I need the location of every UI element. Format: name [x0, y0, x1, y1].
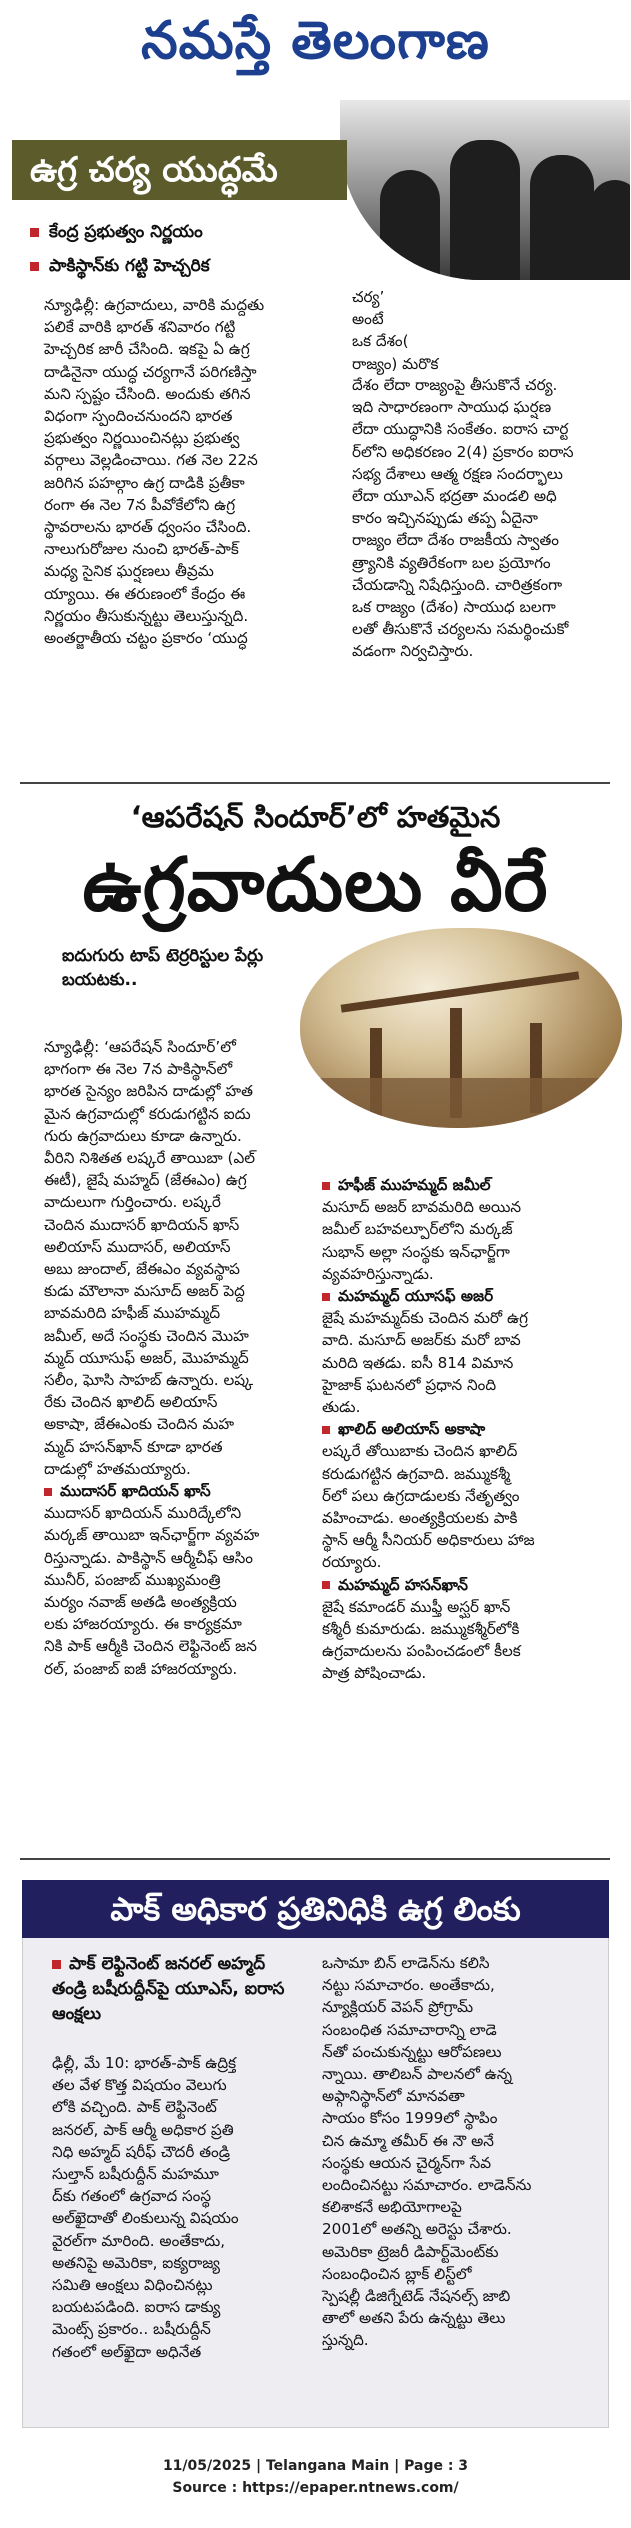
section-divider: [20, 1858, 610, 1860]
story3-headline: పాక్ అధికార ప్రతినిధికి ఉగ్ర లింకు: [22, 1880, 609, 1938]
bullet-square-icon: [52, 1960, 61, 1969]
bullet-square-icon: [322, 1581, 330, 1589]
story1-subhead-2: పాకిస్థాన్‌కు గట్టి హెచ్చరిక: [30, 256, 210, 280]
bullet-hafeez: హఫీజ్ ముహమ్మద్ జమీల్: [322, 1174, 618, 1196]
masthead-title: నమస్తే తెలంగాణ: [141, 10, 490, 71]
footer-source: Source : https://epaper.ntnews.com/: [172, 2480, 459, 2496]
bullet-hasan-khan: మహమ్మద్ హసన్‌ఖాన్: [322, 1574, 618, 1596]
destroyed-building-photo: [300, 928, 622, 1128]
story1-banner: ఉగ్ర చర్య యుద్ధమే: [12, 140, 347, 200]
story2-column-left: న్యూఢిల్లీ: ‘ఆపరేషన్ సిందూర్’లో భాగంగా ఈ నెల 7న పాకిస్థాన్‌లో భారత సైన్యం జరిపిన దాడుల్లో హత మైన ఉగ్రవాదుల్లో కరుడుగట్టిన ఐదు గురు ఉగ్రవాదులు కూడా ఉన్నారు. వీరిని నిశితత లష్కరే తాయిబా (ఎల్ ఈటీ), జైషే మహ్మద్ (జేఈఎం) ఉగ్ర వాదులుగా గుర్తించారు. లష్కరే చెందిన ముదాసర్ ఖాదియన్ ఖాస్ అలియాస్ ముదాసర్, అలియాస్ అబు జుందాల్, జేఈఎం వ్యవస్థాప కుడు మౌలానా మసూద్ అజర్ పెద్ద బావమరిది హఫీజ్ ముహమ్మద్ జమీల్, అదే సంస్థకు చెందిన మొహ మ్మద్ యూసుఫ్ అజర్, మొహమ్మద్ సలీం, ఘోసి సాహబ్ ఉన్నారు. లష్క రేకు చెందిన ఖాలిద్ అలియాస్ అకాషా, జేఈఎంకు చెందిన మహ మ్మద్ హసన్‌ఖాన్ కూడా భారత దాడుల్లో హతమయ్యారు. ముదాసర్ ఖాదియన్ ఖాస్ ముదాసర్ ఖాదియన్ మురిద్కేలోని మర్కజ్ తాయిబా ఇన్‌ఛార్జ్‌గా వ్యవహ రిస్తున్నాడు. పాకిస్థాన్ ఆర్మీచీఫ్ ఆసిం మునీర్, పంజాబ్ ముఖ్యమంత్రి మర్యం నవాజ్ అతడి అంత్యక్రియ లకు హాజరయ్యారు. ఈ కార్యక్రమా నికి పాక్ ఆర్మీకి చెందిన లెఫ్టినెంట్ జన రల్, పంజాబ్ ఐజీ హాజరయ్యారు.: [44, 1036, 298, 1680]
bullet-square-icon: [322, 1426, 330, 1434]
story2-headline-main: ఉగ్రవాదులు వీరే: [82, 842, 549, 928]
story3-subhead: పాక్ లెఫ్టినెంట్ జనరల్ అహ్మద్ తండ్రి బషీరుద్దీన్‌పై యూఎస్, ఐరాస ఆంక్షలు: [52, 1954, 285, 2024]
bullet-khalid: ఖాలిద్ అలియాస్ అకాషా: [322, 1418, 618, 1440]
bullet-square-icon: [322, 1293, 330, 1301]
bullet-square-icon: [322, 1182, 330, 1190]
story1-column-right: దేశం లేదా రాజ్యంపై తీసుకొనే చర్య. ఇది సాధారణంగా సాయుధ ఘర్షణ లేదా యుద్ధానికి సంకేతం. ఐరాస చార్ట ర్‌లోని అధికరణం 2(4) ప్రకారం ఐరాస సభ్య దేశాలు ఆత్మ రక్షణ సందర్భాలు లేదా యూఎన్ భద్రతా మండలి అధి కారం ఇచ్చినప్పుడు తప్ప ఏదైనా రాజ్యం లేదా దేశం రాజకీయ స్వాతం త్ర్యానికి వ్యతిరేకంగా బల ప్రయోగం చేయడాన్ని నిషేధిస్తుంది. చారిత్రకంగా ఒక రాజ్యం (దేశం) సాయుధ బలగా లతో తీసుకొనే చర్యలను సమర్థించుకో వడంగా నిర్వచిస్తారు.: [352, 376, 574, 661]
bullet-square-icon: [30, 262, 39, 271]
story1-column-right-top: చర్య’ అంటే ఒక దేశం( రాజ్యం) మరొక: [352, 288, 439, 373]
bullet-mudasar: ముదాసర్ ఖాదియన్ ఖాస్: [44, 1480, 298, 1502]
story1-subhead-1: కేంద్ర ప్రభుత్వం నిర్ణయం: [30, 222, 203, 246]
story3-column-right: ఒసామా బిన్ లాడెన్‌ను కలిసి నట్టు సమాచారం. అంతేకాదు, న్యూక్లియర్ వెపన్ ప్రోగ్రామ్ సంబంధిత సమాచారాన్ని లాడె న్‌తో పంచుకున్నట్టు ఆరోపణలు న్నాయి. తాలిబన్ పాలనలో ఉన్న అఫ్గానిస్థాన్‌లో మానవతా సాయం కోసం 1999లో స్థాపిం చిన ఉమ్మా తమీర్ ఈ నౌ అనే సంస్థకు ఆయన చైర్మన్‌గా సేవ లందించినట్టు సమాచారం. లాడెన్‌ను కలిశాకనే అభియోగాలపై 2001లో అతన్ని అరెస్టు చేశారు. అమెరికా ట్రెజరీ డిపార్ట్‌మెంట్‌కు సంబంధించిన బ్లాక్ లిస్ట్‌లో స్పెషల్లీ డిజిగ్నేటెడ్ నేషనల్స్ జాబి తాలో అతని పేరు ఉన్నట్టు తెలు స్తున్నది.: [322, 1954, 532, 2350]
story3-column-left: ఢిల్లీ, మే 10: భారత్-పాక్ ఉద్రిక్త తల వేళ కొత్త విషయం వెలుగు లోకి వచ్చింది. పాక్ లెఫ్టినెంట్ జనరల్, పాక్ ఆర్మీ అధికార ప్రతి నిధి అహ్మద్ షరీఫ్ చౌదరీ తండ్రి సుల్తాన్ బషీరుద్దీన్ మహమూ ద్‌కు గతంలో ఉగ్రవాద సంస్థ అల్‌ఖైదాతో లింకులున్న విషయం వైరల్‌గా మారింది. అంతేకాదు, అతనిపై అమెరికా, ఐక్యరాజ్య సమితి ఆంక్షలు విధించినట్లు బయటపడింది. ఐరాస డాక్యు మెంట్స్ ప్రకారం.. బషీరుద్దీన్ గతంలో అల్‌ఖైదా అధినేత: [52, 2054, 239, 2361]
footer-edition: 11/05/2025 | Telangana Main | Page : 3: [162, 2458, 469, 2474]
story2-headline-top: ‘ఆపరేషన్ సిందూర్’లో హతమైన: [130, 800, 501, 834]
story1-column-left: న్యూఢిల్లీ: ఉగ్రవాదులు, వారికి మద్దతు పలికే వారికి భారత్ శనివారం గట్టి హెచ్చరిక జారీ చేసింది. ఇకపై ఏ ఉగ్ర దాడినైనా యుద్ధ చర్యగానే పరిగణిస్తా మని స్పష్టం చేసింది. అందుకు తగిన విధంగా స్పందించనుందని భారత ప్రభుత్వం నిర్ణయించినట్లు ప్రభుత్వ వర్గాలు వెల్లడించాయి. గత నెల 22న జరిగిన పహల్గాం ఉగ్ర దాడికి ప్రతీకా రంగా ఈ నెల 7న పీవోకేలోని ఉగ్ర స్థావరాలను భారత్ ధ్వంసం చేసింది. నాలుగురోజుల నుంచి భారత్-పాక్ మధ్య సైనిక ఘర్షణలు తీవ్రమ య్యాయి. ఈ తరుణంలో కేంద్రం ఈ నిర్ణయం తీసుకున్నట్టు తెలుస్తున్నది. అంతర్జాతీయ చట్టం ప్రకారం ‘యుద్ధ: [44, 296, 265, 648]
section-divider: [20, 782, 610, 784]
masthead: [0, 0, 631, 80]
bullet-square-icon: [44, 1488, 52, 1496]
story2-kicker: ఐదుగురు టాప్ టెర్రరిస్టుల పేర్లు బయటకు..: [62, 946, 264, 990]
story2-column-right: హఫీజ్ ముహమ్మద్ జమీల్ మసూద్ అజర్ బావమరిది అయిన జమీల్ బహవల్పూర్‌లోని మర్కజ్ సుభాన్ అల్లా సంస్థకు ఇన్‌ఛార్జ్‌గా వ్యవహరిస్తున్నాడు. మహమ్మద్ యూసఫ్ అజర్ జైషే మహమ్మద్‌కు చెందిన మరో ఉగ్ర వాది. మసూద్ అజర్‌కు మరో బావ మరిది ఇతడు. ఐసీ 814 విమాన హైజాక్ ఘటనలో ప్రధాన నింది తుడు. ఖాలిద్ అలియాస్ అకాషా లష్కరే తోయిబాకు చెందిన ఖాలిద్ కరుడుగట్టిన ఉగ్రవాది. జమ్ముకశ్మీ ర్‌లో పలు ఉగ్రదాడులకు నేతృత్వం వహించాడు. అంత్యక్రియలకు పాకి స్థాన్ ఆర్మీ సీనియర్ అధికారులు హాజ రయ్యారు. మహమ్మద్ హసన్‌ఖాన్ జైషే కమాండర్ ముఫ్తీ అస్ఘర్ ఖాన్ కశ్మీరీ కుమారుడు. జమ్ముకశ్మీర్‌లోకి ఉగ్రవాదులను పంపించడంలో కీలక పాత్ర పోషించాడు.: [322, 1174, 618, 1685]
soldiers-silhouette-photo: [340, 100, 630, 280]
bullet-yusuf: మహమ్మద్ యూసఫ్ అజర్: [322, 1285, 618, 1307]
bullet-square-icon: [30, 228, 39, 237]
